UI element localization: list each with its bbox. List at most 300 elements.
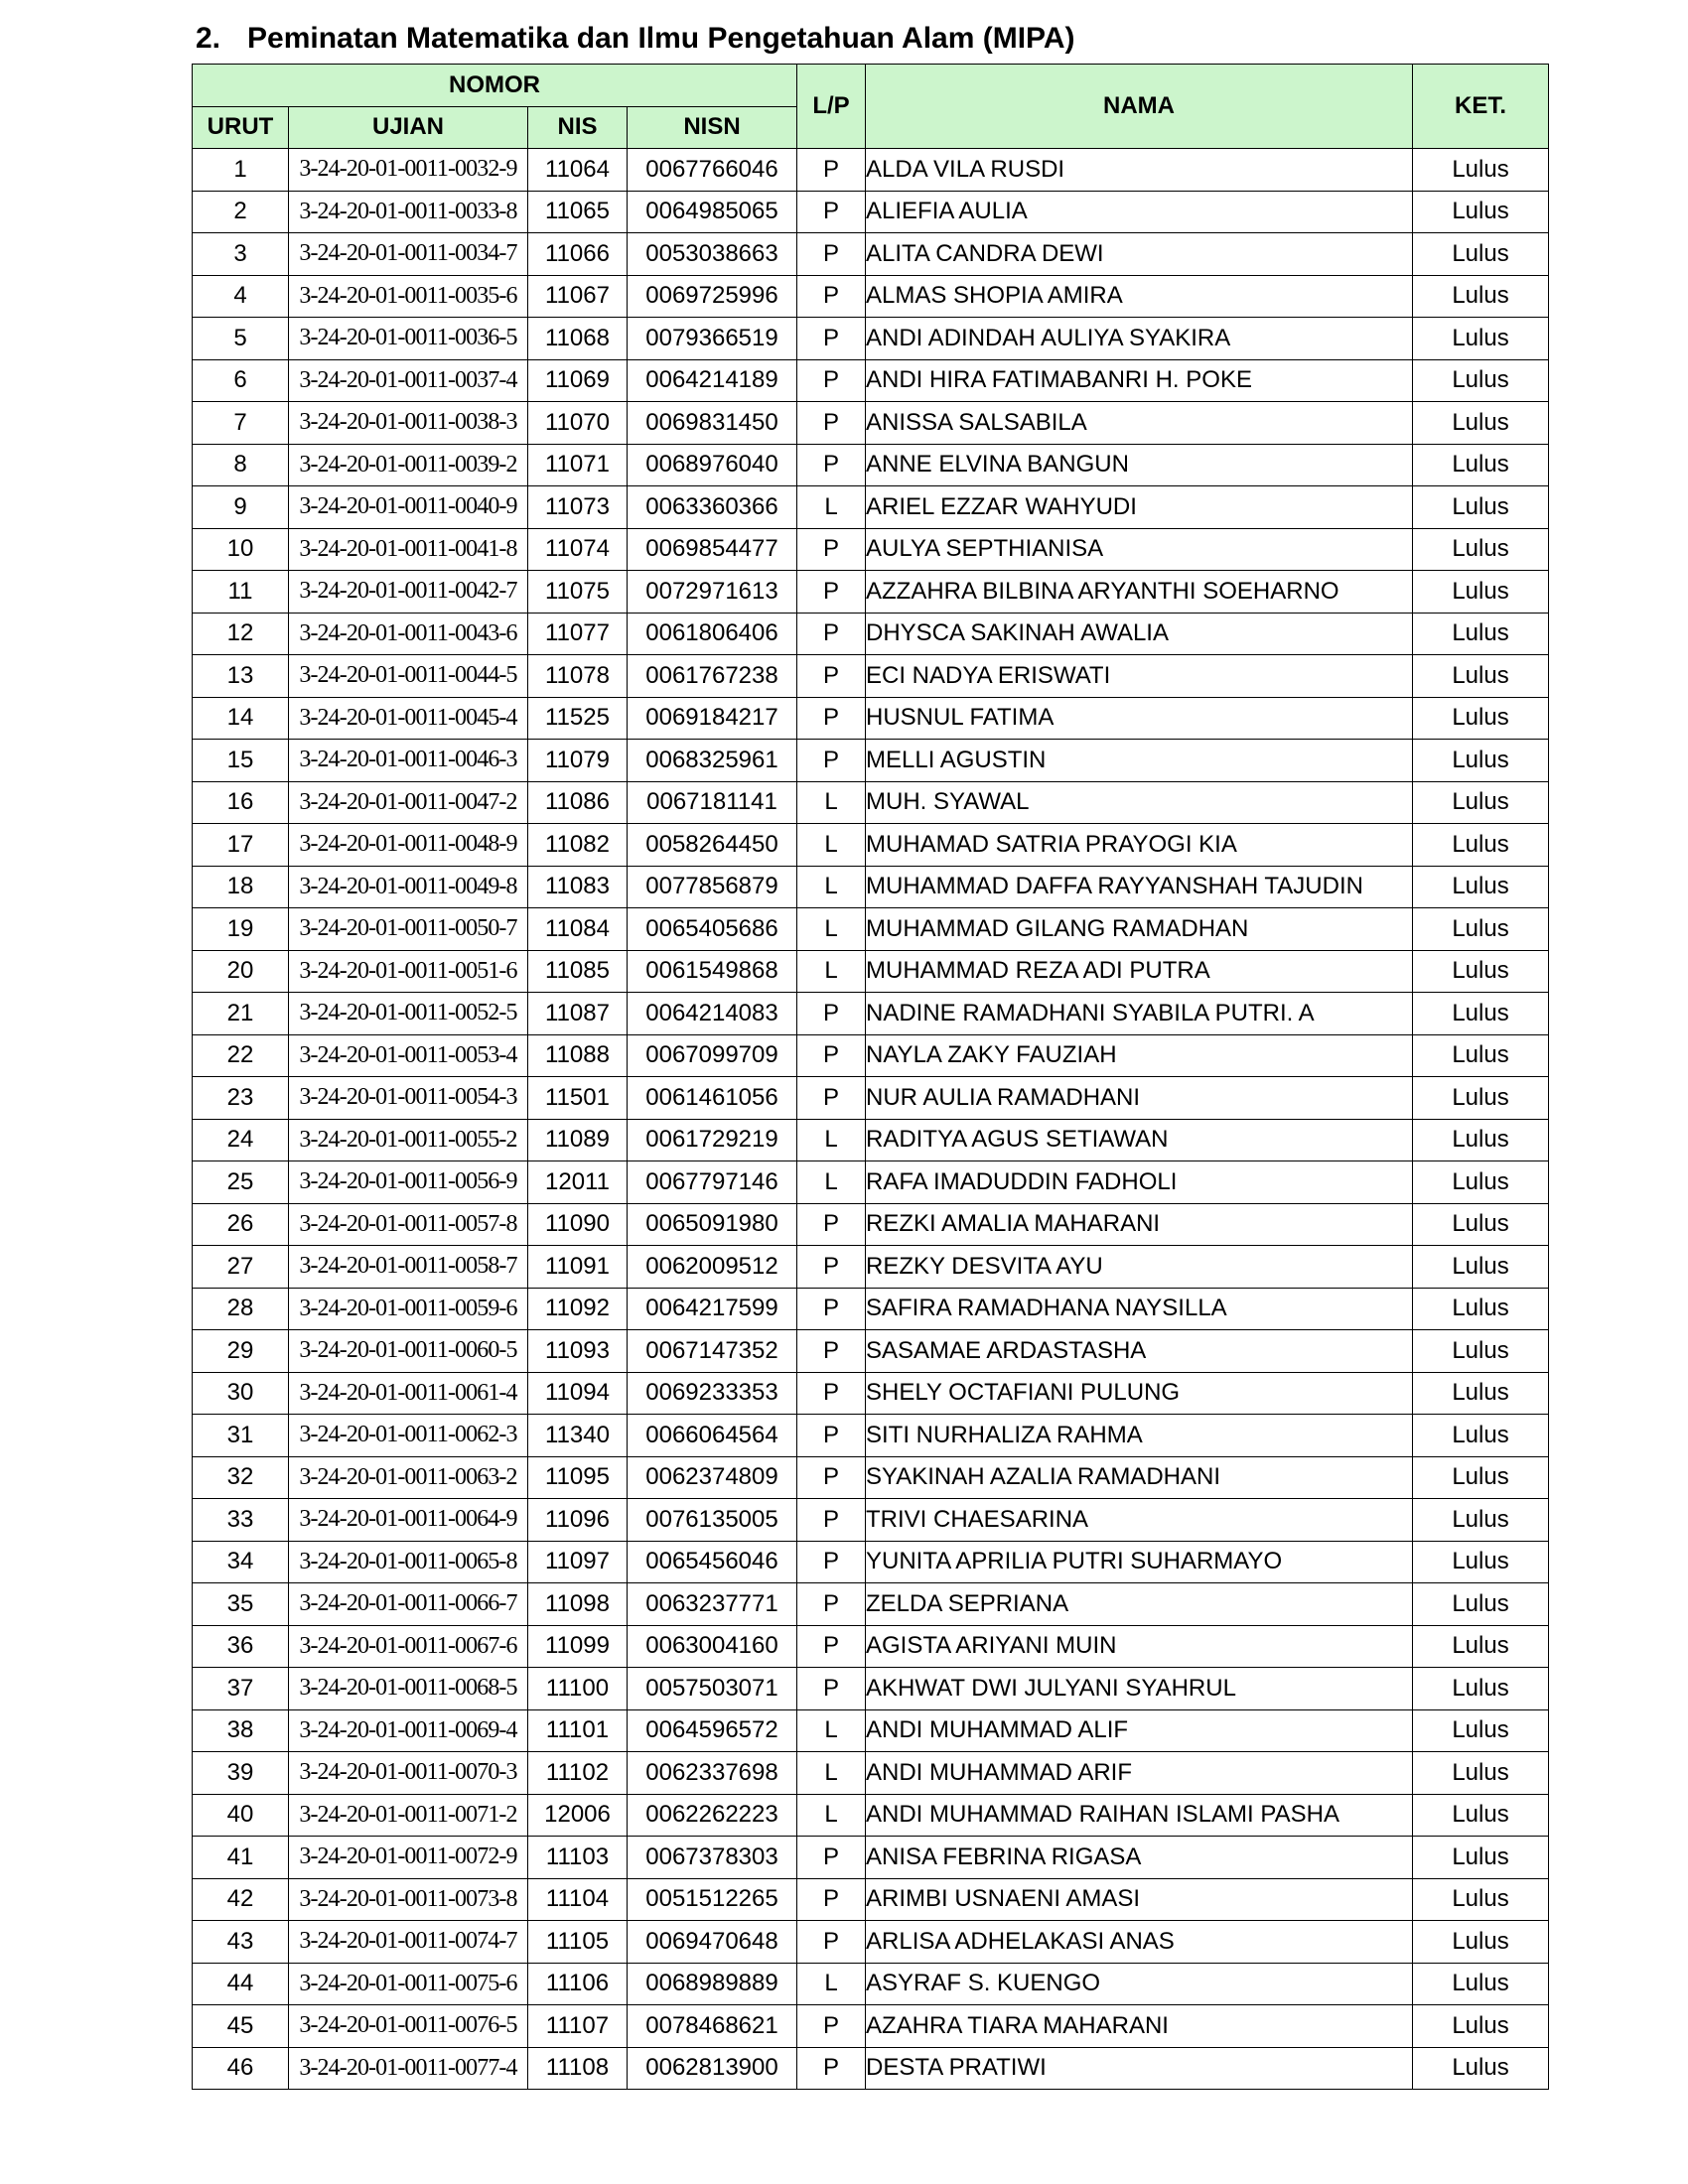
cell-nama: SITI NURHALIZA RAHMA xyxy=(866,1415,1413,1457)
cell-urut: 14 xyxy=(193,697,289,740)
cell-nisn: 0068989889 xyxy=(628,1963,797,2005)
cell-nisn: 0063237771 xyxy=(628,1583,797,1626)
header-urut: URUT xyxy=(193,106,289,149)
cell-lp: L xyxy=(797,1709,866,1752)
cell-lp: P xyxy=(797,1288,866,1330)
cell-ket: Lulus xyxy=(1413,1288,1549,1330)
cell-nama: SYAKINAH AZALIA RAMADHANI xyxy=(866,1456,1413,1499)
cell-ket: Lulus xyxy=(1413,233,1549,276)
cell-nis: 11079 xyxy=(528,740,628,782)
cell-ket: Lulus xyxy=(1413,1034,1549,1077)
cell-ket: Lulus xyxy=(1413,1709,1549,1752)
cell-nisn: 0067181141 xyxy=(628,781,797,824)
cell-ujian: 3-24-20-01-0011-0059-6 xyxy=(289,1288,528,1330)
table-row xyxy=(193,571,1549,614)
cell-ujian: 3-24-20-01-0011-0072-9 xyxy=(289,1837,528,1879)
table-row xyxy=(193,1625,1549,1668)
cell-ujian: 3-24-20-01-0011-0048-9 xyxy=(289,824,528,867)
cell-nis: 11090 xyxy=(528,1203,628,1246)
header-nomor: NOMOR xyxy=(193,65,797,107)
cell-ket: Lulus xyxy=(1413,1203,1549,1246)
cell-nisn: 0069854477 xyxy=(628,528,797,571)
cell-ujian: 3-24-20-01-0011-0043-6 xyxy=(289,613,528,655)
table-row xyxy=(193,1330,1549,1373)
cell-ujian: 3-24-20-01-0011-0035-6 xyxy=(289,275,528,318)
table-row xyxy=(193,993,1549,1035)
cell-lp: L xyxy=(797,1752,866,1795)
header-row-top xyxy=(193,65,1549,107)
cell-nis: 11083 xyxy=(528,866,628,908)
cell-ujian: 3-24-20-01-0011-0054-3 xyxy=(289,1077,528,1120)
cell-ujian: 3-24-20-01-0011-0066-7 xyxy=(289,1583,528,1626)
cell-nis: 11082 xyxy=(528,824,628,867)
cell-nisn: 0078468621 xyxy=(628,2005,797,2048)
cell-nis: 11086 xyxy=(528,781,628,824)
cell-ujian: 3-24-20-01-0011-0073-8 xyxy=(289,1878,528,1921)
cell-urut: 46 xyxy=(193,2047,289,2090)
cell-lp: P xyxy=(797,402,866,445)
cell-ket: Lulus xyxy=(1413,1246,1549,1289)
cell-ket: Lulus xyxy=(1413,318,1549,360)
cell-lp: P xyxy=(797,571,866,614)
cell-urut: 27 xyxy=(193,1246,289,1289)
cell-ket: Lulus xyxy=(1413,1837,1549,1879)
table-row xyxy=(193,318,1549,360)
cell-nama: ECI NADYA ERISWATI xyxy=(866,655,1413,698)
cell-ujian: 3-24-20-01-0011-0044-5 xyxy=(289,655,528,698)
cell-nisn: 0063004160 xyxy=(628,1625,797,1668)
cell-ujian: 3-24-20-01-0011-0055-2 xyxy=(289,1119,528,1161)
cell-ket: Lulus xyxy=(1413,697,1549,740)
table-row xyxy=(193,444,1549,486)
cell-nis: 11088 xyxy=(528,1034,628,1077)
cell-ket: Lulus xyxy=(1413,1668,1549,1710)
cell-urut: 17 xyxy=(193,824,289,867)
cell-nisn: 0079366519 xyxy=(628,318,797,360)
cell-ket: Lulus xyxy=(1413,1583,1549,1626)
cell-lp: P xyxy=(797,1668,866,1710)
cell-ket: Lulus xyxy=(1413,1372,1549,1415)
cell-ket: Lulus xyxy=(1413,950,1549,993)
cell-lp: P xyxy=(797,528,866,571)
table-row xyxy=(193,191,1549,233)
cell-lp: L xyxy=(797,908,866,951)
section-title: Peminatan Matematika dan Ilmu Pengetahuan Alam (MIPA) xyxy=(247,22,1075,55)
cell-nis: 11105 xyxy=(528,1921,628,1964)
table-row xyxy=(193,1456,1549,1499)
table-row xyxy=(193,2047,1549,2090)
cell-nis: 11084 xyxy=(528,908,628,951)
cell-urut: 23 xyxy=(193,1077,289,1120)
cell-nis: 11064 xyxy=(528,149,628,192)
table-row xyxy=(193,1246,1549,1289)
table-row xyxy=(193,1794,1549,1837)
table-row xyxy=(193,1709,1549,1752)
cell-nama: DESTA PRATIWI xyxy=(866,2047,1413,2090)
cell-ujian: 3-24-20-01-0011-0061-4 xyxy=(289,1372,528,1415)
cell-urut: 21 xyxy=(193,993,289,1035)
cell-nama: ARLISA ADHELAKASI ANAS xyxy=(866,1921,1413,1964)
cell-lp: P xyxy=(797,1499,866,1542)
header-lp: L/P xyxy=(797,65,866,149)
cell-urut: 2 xyxy=(193,191,289,233)
cell-urut: 41 xyxy=(193,1837,289,1879)
cell-urut: 12 xyxy=(193,613,289,655)
header-ujian: UJIAN xyxy=(289,106,528,149)
cell-nama: SASAMAE ARDASTASHA xyxy=(866,1330,1413,1373)
cell-ujian: 3-24-20-01-0011-0052-5 xyxy=(289,993,528,1035)
cell-ket: Lulus xyxy=(1413,444,1549,486)
cell-ket: Lulus xyxy=(1413,2005,1549,2048)
table-row xyxy=(193,1668,1549,1710)
cell-nama: RADITYA AGUS SETIAWAN xyxy=(866,1119,1413,1161)
cell-nama: AZZAHRA BILBINA ARYANTHI SOEHARNO xyxy=(866,571,1413,614)
cell-nis: 11097 xyxy=(528,1541,628,1583)
cell-ket: Lulus xyxy=(1413,613,1549,655)
cell-urut: 8 xyxy=(193,444,289,486)
cell-lp: P xyxy=(797,613,866,655)
cell-ket: Lulus xyxy=(1413,740,1549,782)
cell-nama: MUHAMMAD REZA ADI PUTRA xyxy=(866,950,1413,993)
cell-ujian: 3-24-20-01-0011-0075-6 xyxy=(289,1963,528,2005)
header-nisn: NISN xyxy=(628,106,797,149)
cell-ujian: 3-24-20-01-0011-0033-8 xyxy=(289,191,528,233)
cell-nisn: 0065456046 xyxy=(628,1541,797,1583)
cell-nis: 11096 xyxy=(528,1499,628,1542)
cell-lp: L xyxy=(797,1119,866,1161)
cell-nisn: 0077856879 xyxy=(628,866,797,908)
cell-nisn: 0061549868 xyxy=(628,950,797,993)
cell-ujian: 3-24-20-01-0011-0057-8 xyxy=(289,1203,528,1246)
cell-nis: 11093 xyxy=(528,1330,628,1373)
table-row xyxy=(193,655,1549,698)
cell-nisn: 0067147352 xyxy=(628,1330,797,1373)
cell-nama: ANDI HIRA FATIMABANRI H. POKE xyxy=(866,359,1413,402)
cell-ujian: 3-24-20-01-0011-0041-8 xyxy=(289,528,528,571)
cell-nama: AULYA SEPTHIANISA xyxy=(866,528,1413,571)
cell-urut: 4 xyxy=(193,275,289,318)
cell-nisn: 0064217599 xyxy=(628,1288,797,1330)
table-row xyxy=(193,486,1549,529)
cell-nisn: 0069233353 xyxy=(628,1372,797,1415)
cell-nama: ANDI ADINDAH AULIYA SYAKIRA xyxy=(866,318,1413,360)
table-row xyxy=(193,149,1549,192)
cell-urut: 44 xyxy=(193,1963,289,2005)
cell-nis: 11108 xyxy=(528,2047,628,2090)
cell-nama: YUNITA APRILIA PUTRI SUHARMAYO xyxy=(866,1541,1413,1583)
cell-urut: 5 xyxy=(193,318,289,360)
cell-urut: 24 xyxy=(193,1119,289,1161)
cell-nama: NADINE RAMADHANI SYABILA PUTRI. A xyxy=(866,993,1413,1035)
cell-nama: SAFIRA RAMADHANA NAYSILLA xyxy=(866,1288,1413,1330)
cell-lp: P xyxy=(797,444,866,486)
table-row xyxy=(193,908,1549,951)
cell-nama: HUSNUL FATIMA xyxy=(866,697,1413,740)
table-row xyxy=(193,781,1549,824)
table-row xyxy=(193,740,1549,782)
cell-urut: 26 xyxy=(193,1203,289,1246)
cell-nisn: 0058264450 xyxy=(628,824,797,867)
cell-urut: 38 xyxy=(193,1709,289,1752)
cell-nisn: 0072971613 xyxy=(628,571,797,614)
cell-ket: Lulus xyxy=(1413,1625,1549,1668)
cell-nis: 11106 xyxy=(528,1963,628,2005)
cell-urut: 20 xyxy=(193,950,289,993)
cell-urut: 16 xyxy=(193,781,289,824)
cell-urut: 40 xyxy=(193,1794,289,1837)
cell-nis: 11066 xyxy=(528,233,628,276)
cell-nis: 11067 xyxy=(528,275,628,318)
cell-nama: ANNE ELVINA BANGUN xyxy=(866,444,1413,486)
cell-ujian: 3-24-20-01-0011-0032-9 xyxy=(289,149,528,192)
cell-ujian: 3-24-20-01-0011-0045-4 xyxy=(289,697,528,740)
cell-nama: DHYSCA SAKINAH AWALIA xyxy=(866,613,1413,655)
cell-urut: 22 xyxy=(193,1034,289,1077)
cell-lp: P xyxy=(797,2005,866,2048)
cell-lp: P xyxy=(797,993,866,1035)
table-row xyxy=(193,2005,1549,2048)
cell-nama: ANDI MUHAMMAD ARIF xyxy=(866,1752,1413,1795)
cell-ket: Lulus xyxy=(1413,1752,1549,1795)
cell-nisn: 0062374809 xyxy=(628,1456,797,1499)
cell-nis: 11104 xyxy=(528,1878,628,1921)
table-row xyxy=(193,528,1549,571)
cell-urut: 37 xyxy=(193,1668,289,1710)
cell-lp: P xyxy=(797,1372,866,1415)
cell-nis: 11099 xyxy=(528,1625,628,1668)
cell-lp: P xyxy=(797,149,866,192)
cell-ket: Lulus xyxy=(1413,1456,1549,1499)
cell-ket: Lulus xyxy=(1413,1077,1549,1120)
cell-lp: P xyxy=(797,1330,866,1373)
cell-ket: Lulus xyxy=(1413,655,1549,698)
cell-lp: P xyxy=(797,318,866,360)
cell-ujian: 3-24-20-01-0011-0071-2 xyxy=(289,1794,528,1837)
cell-urut: 1 xyxy=(193,149,289,192)
cell-nama: MUHAMMAD GILANG RAMADHAN xyxy=(866,908,1413,951)
cell-nis: 11073 xyxy=(528,486,628,529)
cell-nisn: 0062813900 xyxy=(628,2047,797,2090)
cell-urut: 19 xyxy=(193,908,289,951)
cell-lp: P xyxy=(797,1203,866,1246)
table-row xyxy=(193,1415,1549,1457)
student-table xyxy=(192,64,1549,2090)
cell-nama: ARIEL EZZAR WAHYUDI xyxy=(866,486,1413,529)
cell-urut: 10 xyxy=(193,528,289,571)
cell-nis: 11095 xyxy=(528,1456,628,1499)
cell-ket: Lulus xyxy=(1413,866,1549,908)
header-nis: NIS xyxy=(528,106,628,149)
cell-nama: ANDI MUHAMMAD ALIF xyxy=(866,1709,1413,1752)
table-row xyxy=(193,824,1549,867)
cell-nisn: 0051512265 xyxy=(628,1878,797,1921)
cell-ujian: 3-24-20-01-0011-0068-5 xyxy=(289,1668,528,1710)
table-row xyxy=(193,950,1549,993)
cell-urut: 42 xyxy=(193,1878,289,1921)
cell-ket: Lulus xyxy=(1413,486,1549,529)
cell-lp: P xyxy=(797,1541,866,1583)
header-nama: NAMA xyxy=(866,65,1413,149)
cell-nisn: 0066064564 xyxy=(628,1415,797,1457)
header-ket: KET. xyxy=(1413,65,1549,149)
table-row xyxy=(193,402,1549,445)
cell-ket: Lulus xyxy=(1413,191,1549,233)
table-row xyxy=(193,1203,1549,1246)
cell-nisn: 0064596572 xyxy=(628,1709,797,1752)
cell-nisn: 0065405686 xyxy=(628,908,797,951)
cell-ket: Lulus xyxy=(1413,571,1549,614)
cell-nisn: 0061806406 xyxy=(628,613,797,655)
cell-nisn: 0062009512 xyxy=(628,1246,797,1289)
cell-nama: ZELDA SEPRIANA xyxy=(866,1583,1413,1626)
cell-nama: MELLI AGUSTIN xyxy=(866,740,1413,782)
cell-nis: 11068 xyxy=(528,318,628,360)
cell-lp: L xyxy=(797,824,866,867)
cell-nisn: 0062262223 xyxy=(628,1794,797,1837)
cell-nisn: 0068976040 xyxy=(628,444,797,486)
cell-nis: 11085 xyxy=(528,950,628,993)
table-row xyxy=(193,697,1549,740)
cell-urut: 18 xyxy=(193,866,289,908)
cell-lp: P xyxy=(797,1837,866,1879)
cell-nis: 11075 xyxy=(528,571,628,614)
cell-nama: ANDI MUHAMMAD RAIHAN ISLAMI PASHA xyxy=(866,1794,1413,1837)
cell-ujian: 3-24-20-01-0011-0065-8 xyxy=(289,1541,528,1583)
table-header xyxy=(193,65,1549,149)
cell-lp: P xyxy=(797,740,866,782)
cell-lp: P xyxy=(797,359,866,402)
cell-nama: ALMAS SHOPIA AMIRA xyxy=(866,275,1413,318)
cell-nama: ALDA VILA RUSDI xyxy=(866,149,1413,192)
cell-nisn: 0061461056 xyxy=(628,1077,797,1120)
cell-ket: Lulus xyxy=(1413,993,1549,1035)
table-row xyxy=(193,866,1549,908)
cell-lp: P xyxy=(797,2047,866,2090)
cell-nama: ASYRAF S. KUENGO xyxy=(866,1963,1413,2005)
cell-lp: L xyxy=(797,1794,866,1837)
cell-lp: P xyxy=(797,275,866,318)
cell-lp: P xyxy=(797,1921,866,1964)
cell-ket: Lulus xyxy=(1413,402,1549,445)
cell-nis: 11074 xyxy=(528,528,628,571)
cell-nis: 11501 xyxy=(528,1077,628,1120)
cell-nis: 11091 xyxy=(528,1246,628,1289)
table-row xyxy=(193,1963,1549,2005)
cell-nama: MUH. SYAWAL xyxy=(866,781,1413,824)
cell-lp: P xyxy=(797,1456,866,1499)
cell-ujian: 3-24-20-01-0011-0077-4 xyxy=(289,2047,528,2090)
cell-ket: Lulus xyxy=(1413,1541,1549,1583)
cell-ujian: 3-24-20-01-0011-0069-4 xyxy=(289,1709,528,1752)
cell-lp: P xyxy=(797,1034,866,1077)
cell-lp: P xyxy=(797,655,866,698)
cell-ujian: 3-24-20-01-0011-0047-2 xyxy=(289,781,528,824)
cell-lp: P xyxy=(797,1583,866,1626)
cell-nisn: 0064985065 xyxy=(628,191,797,233)
cell-ket: Lulus xyxy=(1413,908,1549,951)
cell-nis: 12011 xyxy=(528,1161,628,1204)
table-row xyxy=(193,1878,1549,1921)
cell-nisn: 0064214189 xyxy=(628,359,797,402)
table-row xyxy=(193,1541,1549,1583)
cell-nisn: 0067797146 xyxy=(628,1161,797,1204)
cell-ujian: 3-24-20-01-0011-0058-7 xyxy=(289,1246,528,1289)
cell-ujian: 3-24-20-01-0011-0038-3 xyxy=(289,402,528,445)
cell-nama: TRIVI CHAESARINA xyxy=(866,1499,1413,1542)
cell-lp: P xyxy=(797,233,866,276)
cell-nis: 11101 xyxy=(528,1709,628,1752)
table-row xyxy=(193,1837,1549,1879)
cell-lp: L xyxy=(797,1161,866,1204)
cell-lp: L xyxy=(797,486,866,529)
cell-ket: Lulus xyxy=(1413,824,1549,867)
cell-nama: AKHWAT DWI JULYANI SYAHRUL xyxy=(866,1668,1413,1710)
cell-ujian: 3-24-20-01-0011-0076-5 xyxy=(289,2005,528,2048)
cell-nama: SHELY OCTAFIANI PULUNG xyxy=(866,1372,1413,1415)
cell-urut: 15 xyxy=(193,740,289,782)
cell-ket: Lulus xyxy=(1413,1330,1549,1373)
cell-nisn: 0057503071 xyxy=(628,1668,797,1710)
table-row xyxy=(193,1752,1549,1795)
cell-lp: L xyxy=(797,866,866,908)
cell-urut: 45 xyxy=(193,2005,289,2048)
table-row xyxy=(193,275,1549,318)
table-row xyxy=(193,1921,1549,1964)
cell-nis: 11107 xyxy=(528,2005,628,2048)
table-row xyxy=(193,1161,1549,1204)
cell-nis: 11092 xyxy=(528,1288,628,1330)
cell-lp: L xyxy=(797,781,866,824)
table-row xyxy=(193,233,1549,276)
table-row xyxy=(193,1034,1549,1077)
cell-ujian: 3-24-20-01-0011-0053-4 xyxy=(289,1034,528,1077)
cell-ujian: 3-24-20-01-0011-0040-9 xyxy=(289,486,528,529)
cell-nama: NAYLA ZAKY FAUZIAH xyxy=(866,1034,1413,1077)
cell-lp: L xyxy=(797,950,866,993)
cell-nis: 11065 xyxy=(528,191,628,233)
cell-nisn: 0069831450 xyxy=(628,402,797,445)
cell-urut: 33 xyxy=(193,1499,289,1542)
cell-lp: P xyxy=(797,1246,866,1289)
cell-ket: Lulus xyxy=(1413,275,1549,318)
cell-nis: 11089 xyxy=(528,1119,628,1161)
cell-nis: 11102 xyxy=(528,1752,628,1795)
cell-nisn: 0053038663 xyxy=(628,233,797,276)
cell-lp: L xyxy=(797,1963,866,2005)
cell-ket: Lulus xyxy=(1413,1415,1549,1457)
cell-ujian: 3-24-20-01-0011-0037-4 xyxy=(289,359,528,402)
cell-nama: ANISSA SALSABILA xyxy=(866,402,1413,445)
cell-nama: RAFA IMADUDDIN FADHOLI xyxy=(866,1161,1413,1204)
cell-nama: ALITA CANDRA DEWI xyxy=(866,233,1413,276)
cell-nis: 11100 xyxy=(528,1668,628,1710)
cell-nama: AZAHRA TIARA MAHARANI xyxy=(866,2005,1413,2048)
cell-urut: 13 xyxy=(193,655,289,698)
cell-ujian: 3-24-20-01-0011-0064-9 xyxy=(289,1499,528,1542)
cell-nisn: 0061767238 xyxy=(628,655,797,698)
cell-ujian: 3-24-20-01-0011-0060-5 xyxy=(289,1330,528,1373)
cell-urut: 39 xyxy=(193,1752,289,1795)
table-row xyxy=(193,1499,1549,1542)
cell-nisn: 0062337698 xyxy=(628,1752,797,1795)
cell-lp: P xyxy=(797,697,866,740)
cell-nisn: 0069184217 xyxy=(628,697,797,740)
cell-nisn: 0064214083 xyxy=(628,993,797,1035)
cell-nisn: 0067766046 xyxy=(628,149,797,192)
cell-ujian: 3-24-20-01-0011-0036-5 xyxy=(289,318,528,360)
page-title xyxy=(196,22,1075,56)
table-row xyxy=(193,1288,1549,1330)
